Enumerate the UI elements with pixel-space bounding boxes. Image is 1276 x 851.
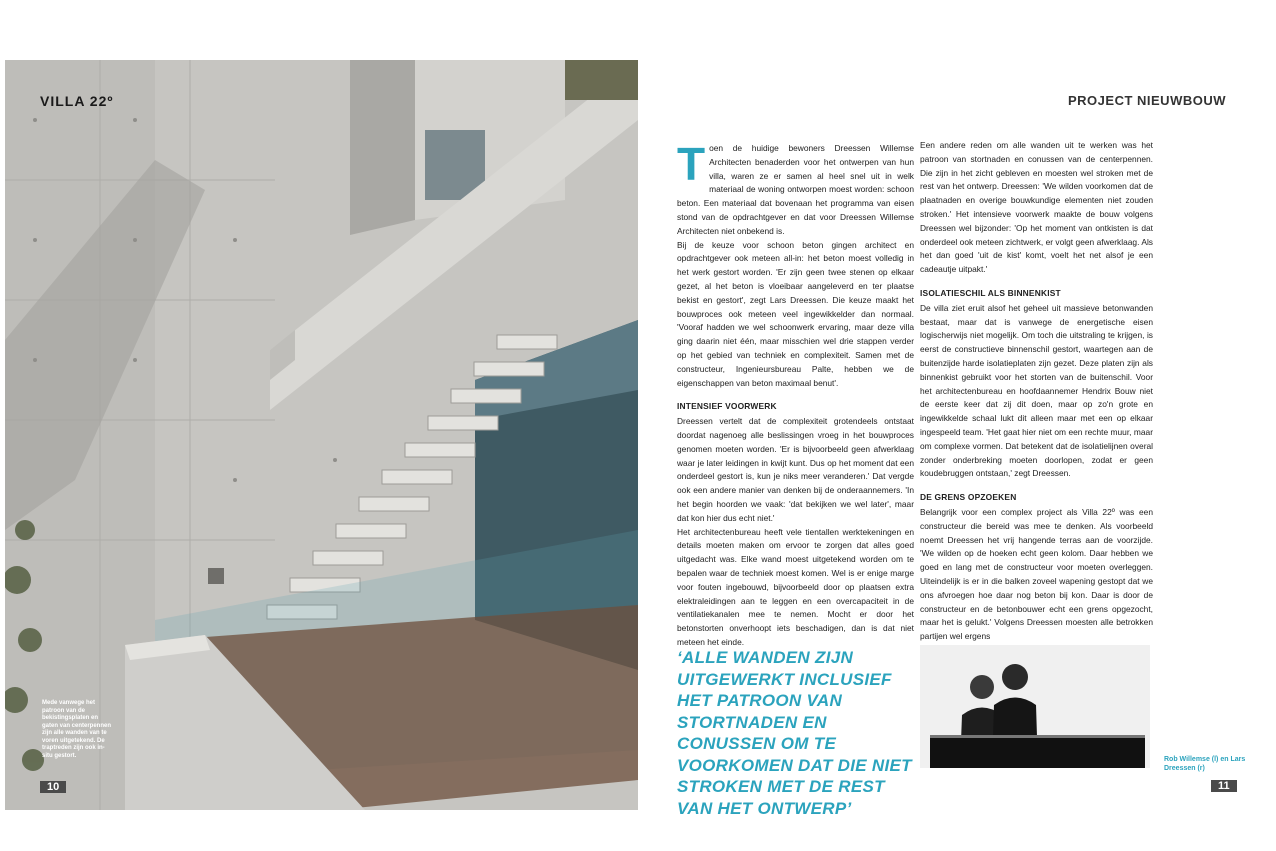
paragraph: De villa ziet eruit alsof het geheel uit massieve betonwanden bestaat, maar dat is vanwege de energetische eisen logischerwijs niet mogelijk. Om toch die uitstraling te krijgen, is eerst de constructieve binnenschil gestort, waartegen aan de buitenzijde harde isolatieplaten zijn gezet. Deze platen zijn als binnenkist gebruikt voor het storten van de buitenschil. Voor het architectenbureau en hoofdaannemer Hendrix Bouw niet de eerste keer dat zij dit doen, maar op zo'n grote en ingewikkelde schaal lukt dit alleen maar met een op elkaar ingespeeld team. 'Het gaat hier niet om een rechte muur, maar om complexe vormen. Dat betekent dat de isolatielijnen overal zonder onderbreking moeten doorlopen, zodat er geen koudebruggen ontstaan,' zegt Dreessen.: [920, 302, 1153, 479]
paragraph: Belangrijk voor een complex project als Villa 22º was een constructeur die bereid was mee te denken. Als voorbeeld noemt Dreessen het vrij hangende terras aan de voorzijde. 'We wilden op de hoeken echt geen kolom. Daar hebben we goed en lang met de constructeur voor moeten overleggen. Uiteindelijk is er in die balken zoveel wapening gestopt dat we ons afvroegen hoe daar nog beton bij kon. Daar is door de constructeur en de betonbouwer echt een grens opgezocht, maar het is gelukt.' Volgens Dreessen moesten alle betrokken partijen wel ergens: [920, 506, 1153, 642]
portrait-caption: Rob Willemse (l) en Lars Dreessen (r): [1164, 756, 1246, 772]
page-number-right: 11: [1211, 780, 1237, 792]
paragraph: oen de huidige bewoners Dreessen Willemse Architecten benaderden voor het ontwerpen van hun villa, waren ze er samen al heel snel uit in welk materiaal de woning ontworpen moest worden: schoon beton. Een materiaal dat bovenaan het programma van eisen stond van de opdrachtgever en dat voor Dreessen Willemse Architecten niet onbekend is.: [677, 143, 914, 236]
section-label: PROJECT NIEUWBOUW: [1068, 93, 1226, 108]
paragraph: Dreessen vertelt dat de complexiteit grotendeels ontstaat doordat nagenoeg alle beslissingen vroeg in het bouwproces genomen moeten worden. 'Er is bijvoorbeeld geen afwerklaag waar je later leidingen in kwijt kunt. Dus op het moment dat een onderdeel gestort is, kun je niks meer veranderen.' Dat vergde ook een andere manier van denken bij de onderaannemers. 'In het begin hoorden we vaak: 'dat bekijken we wel later', maar dat kon hier dus echt niet.': [677, 416, 914, 523]
portrait-photo: [920, 645, 1150, 768]
subheading: INTENSIEF VOORWERK: [677, 401, 777, 412]
dropcap: T: [677, 138, 706, 190]
subheading: DE GRENS OPZOEKEN: [920, 492, 1017, 503]
article-column-1: [677, 138, 914, 650]
villa-photo-illustration: [5, 60, 638, 810]
page-number-left: 10: [40, 781, 66, 793]
villa-photo: [5, 60, 638, 810]
portrait-illustration: [920, 645, 1150, 768]
paragraph: Bij de keuze voor schoon beton gingen architect en opdrachtgever ook meteen all-in: het beton moest volledig in het werk gestort worden. 'Er zijn geen twee stenen op elkaar gezet, al het beton is vloeibaar aangeleverd en ter plaatse bekist en gestort', zegt Lars Dreessen. Die keuze maakt het bouwproces ook meteen veel ingewikkelder dan normaal. 'Vooraf hadden we wel schoonwerk ervaring, maar deze villa ging daarin niet één, maar misschien wel drie stappen verder op het gebied van techniek en complexiteit. Samen met de constructeur, Ingenieursbureau Palte, hebben we de eigenschappen van beton maximaal benut'.: [677, 239, 914, 388]
villa-title: VILLA 22º: [40, 93, 114, 109]
pull-quote: ‘ALLE WANDEN ZIJN UITGEWERKT INCLUSIEF HET PATROON VAN STORTNADEN EN CONUSSEN OM TE VOORKOMEN DAT DIE NIET STROKEN MET DE REST VAN HET ONTWERP’: [677, 648, 912, 818]
photo-caption: Mede vanwege het patroon van de bekistingsplaten en gaten van centerpennen zijn alle wanden van te voren uitgetekend. De traptreden zijn ook in-situ gestort.: [42, 700, 112, 759]
paragraph: Het architectenbureau heeft vele tientallen werktekeningen en details moeten maken om ervoor te zorgen dat alles goed uitgedacht was. Elke wand moest uitgetekend worden om te bepalen waar de techniek moest komen. Wel is er enige marge voor fouten ingebouwd, bijvoorbeeld door op plaatsen extra elektraleidingen aan te leggen en een overcapaciteit in de ventilatiekanalen mee te nemen. Mocht er door het betonstorten onverhoopt iets beschadigen, dan is dat niet meteen het einde.: [677, 526, 914, 647]
article-column-2: [920, 139, 1153, 644]
subheading: ISOLATIESCHIL ALS BINNENKIST: [920, 287, 1061, 298]
paragraph: Een andere reden om alle wanden uit te werken was het patroon van stortnaden en conussen van de centerpennen. Die zijn in het zicht gebleven en moesten wel stroken met de rest van het ontwerp. Dreessen: 'We wilden voorkomen dat de plaatnaden en overige bouwkundige elementen niet zouden stroken.' Het intensieve voorwerk maakte de bouw volgens Dreessen wel bijzonder: 'Op het moment van ontkisten is dat onderdeel ook meteen zichtwerk, er volgt geen afwerklaag. Als het dan goed 'uit de kist' komt, voelt het net alsof je een cadeautje uitpakt.': [920, 140, 1153, 275]
